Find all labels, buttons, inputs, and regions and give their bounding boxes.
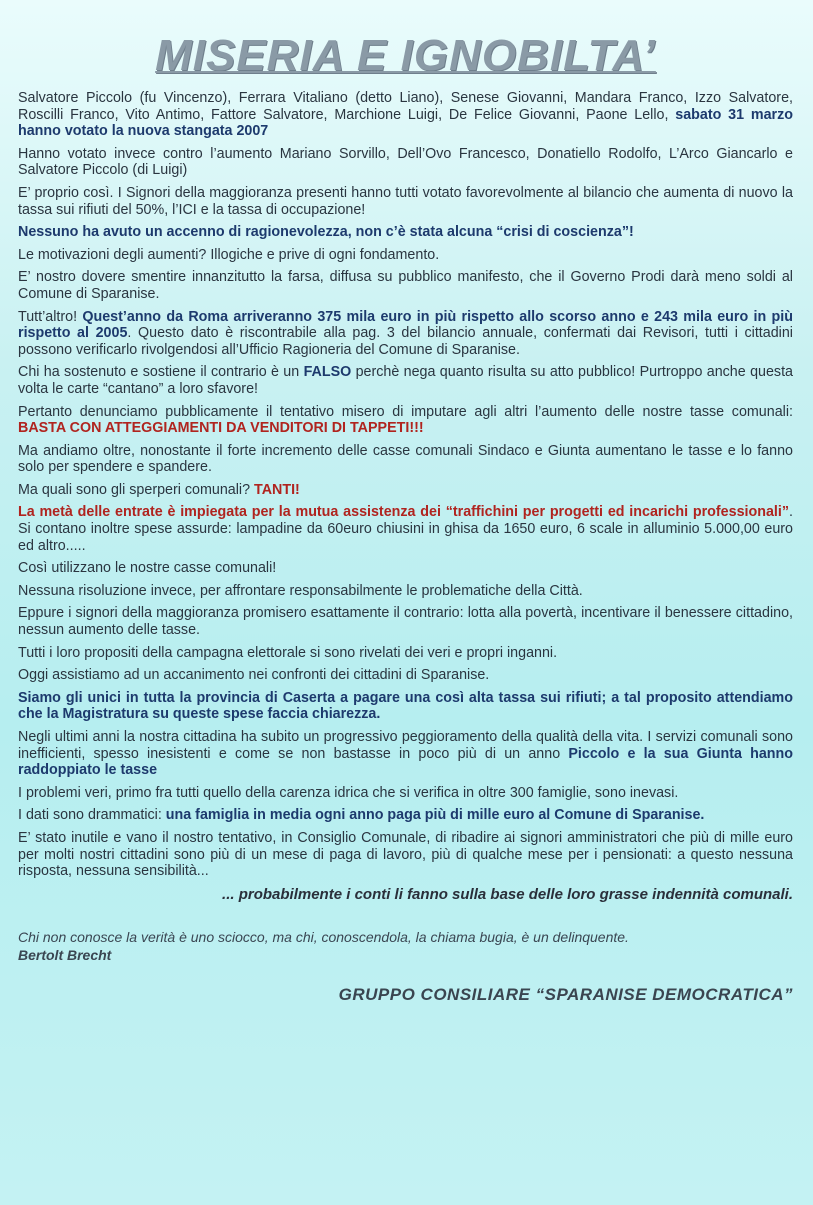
paragraph [18,482,793,499]
paragraph [18,667,793,684]
plain-text: Salvatore Piccolo (fu Vincenzo), Ferrara Vitaliano (detto Liano), Senese Giovanni, Mandara Franco, Izzo Salvatore, Roscilli Franco, Vito Antimo, Fattore Salvatore, Marchione Luigi, De Felice Giovanni, Paone Lello, [18,90,793,123]
plain-text: . Questo dato è riscontrabile alla pag. 3 del bilancio annuale, confermati dai Revisori, tutti i cittadini possono verificarlo rivolgendosi all’Ufficio Ragioneria del Comune di Sparanise. [18,325,793,358]
emphasis-text: una famiglia in media ogni anno paga più di mille euro al Comune di Sparanise. [165,807,705,824]
paragraph [18,605,793,638]
plain-text: Così utilizzano le nostre casse comunali! [18,560,277,577]
plain-text: Chi ha sostenuto e sostiene il contrario è un [18,364,304,381]
plain-text: Pertanto denunciamo pubblicamente il tentativo misero di imputare agli altri l’aumento delle nostre tasse comunali: [18,403,793,420]
plain-text: E’ proprio così. I Signori della maggioranza presenti hanno tutti votato favorevolmente al bilancio che aumenta di nuovo la tassa sui rifiuti del 50%, l’ICI e la tassa di occupazione! [18,184,793,218]
paragraph [18,404,793,437]
closing-line: ... probabilmente i conti li fanno sulla base delle loro grasse indennità comunali. [222,885,793,903]
paragraph [18,729,793,779]
plain-text: . Si contano inoltre spese assurde: lampadine da 60euro chiusini in ghisa da 1650 euro, 6 scale in alluminio 5.000,00 euro ed altro..... [18,504,793,554]
quote-author: Bertolt Brecht [18,946,112,963]
emphasis-text: FALSO [303,364,352,381]
paragraph [18,690,793,723]
emphasis-text: La metà delle entrate è impiegata per la mutua assistenza dei “traffichini per progetti ed incarichi professionali” [18,504,790,521]
plain-text: I dati sono drammatici: [18,807,166,824]
paragraph [18,224,793,241]
quote-text: Chi non conosce la verità è uno sciocco, ma chi, conoscendola, la chiama bugia, è un delinquente. [18,928,629,945]
paragraph [18,309,793,359]
plain-text: Negli ultimi anni la nostra cittadina ha subito un progressivo peggioramento della qualità della vita. I servizi comunali sono inefficienti, spesso inesistenti e come se non bastasse in poco più di un anno [18,729,793,762]
plain-text: E’ nostro dovere smentire innanzitutto la farsa, diffusa su pubblico manifesto, che il Governo Prodi darà meno soldi al Comune di Sparanise. [18,269,793,302]
paragraph [18,807,793,824]
plain-text: perchè nega quanto risulta su atto pubblico! Purtroppo anche questa volta le carte “cantano” a loro sfavore! [18,364,793,397]
plain-text: Tutti i loro propositi della campagna elettorale si sono rivelati dei veri e propri inganni. [18,644,558,661]
emphasis-text: sabato 31 marzo hanno votato la nuova stangata 2007 [18,106,793,140]
plain-text: Nessuna risoluzione invece, per affrontare responsabilmente le problematiche della Città. [18,582,583,599]
plain-text: Eppure i signori della maggioranza promisero esattamente il contrario: lotta alla povertà, incentivare il benessere cittadino, nessun aumento delle tasse. [18,605,793,639]
plain-text: Oggi assistiamo ad un accanimento nei confronti dei cittadini di Sparanise. [18,667,490,684]
paragraph [18,247,793,264]
paragraph [18,504,793,554]
plain-text: Tutt’altro! [18,308,83,325]
paragraph [18,185,793,218]
paragraph [18,269,793,302]
flyer [18,30,793,1180]
emphasis-text: Nessuno ha avuto un accenno di ragionevolezza, non c’è stata alcuna “crisi di coscienza”! [18,224,634,241]
paragraph [18,90,793,140]
plain-text: Hanno votato invece contro l’aumento Mariano Sorvillo, Dell’Ovo Francesco, Donatiello Rodolfo, L’Arco Giancarlo e Salvatore Piccolo (di Luigi) [18,145,793,179]
paragraph [18,645,793,662]
flyer-body [18,90,793,880]
paragraph [18,583,793,600]
signature: GRUPPO CONSILIARE “SPARANISE DEMOCRATICA” [338,984,793,1004]
paragraph [18,364,793,397]
emphasis-text: Quest’anno da Roma arriveranno 375 mila euro in più rispetto allo scorso anno e 243 mila euro in più rispetto al 2005 [18,308,793,342]
emphasis-text: Piccolo e la sua Giunta hanno raddoppiato le tasse [18,745,794,779]
paragraph [18,785,793,802]
paragraph [18,830,793,880]
plain-text: I problemi veri, primo fra tutti quello della carenza idrica che si verifica in oltre 300 famiglie, sono inevasi. [18,784,679,801]
emphasis-text: Siamo gli unici in tutta la provincia di Caserta a pagare una così alta tassa sui rifiuti; a tal proposito attendiamo che la Magistratura su queste spese faccia chiarezza. [18,689,793,723]
emphasis-text: TANTI! [254,481,300,498]
plain-text: Ma andiamo oltre, nonostante il forte incremento delle casse comunali Sindaco e Giunta aumentano le tasse e lo fanno solo per spendere e spandere. [18,442,793,476]
paragraph [18,146,793,179]
page-title: MISERIA E IGNOBILTA’ [155,31,656,80]
plain-text: Ma quali sono gli sperperi comunali? [18,481,255,498]
emphasis-text: BASTA CON ATTEGGIAMENTI DA VENDITORI DI TAPPETI!!! [18,420,424,437]
paragraph [18,560,793,577]
plain-text: E’ stato inutile e vano il nostro tentativo, in Consiglio Comunale, di ribadire ai signori amministratori che più di mille euro per molti nostri cittadini sono più di un mese di paga di lavoro, più di qualche mese per i pensionati: a questo nessuna risposta, nessuna sensibilità... [18,829,793,880]
paragraph [18,443,793,476]
plain-text: Le motivazioni degli aumenti? Illogiche e prive di ogni fondamento. [18,246,440,263]
